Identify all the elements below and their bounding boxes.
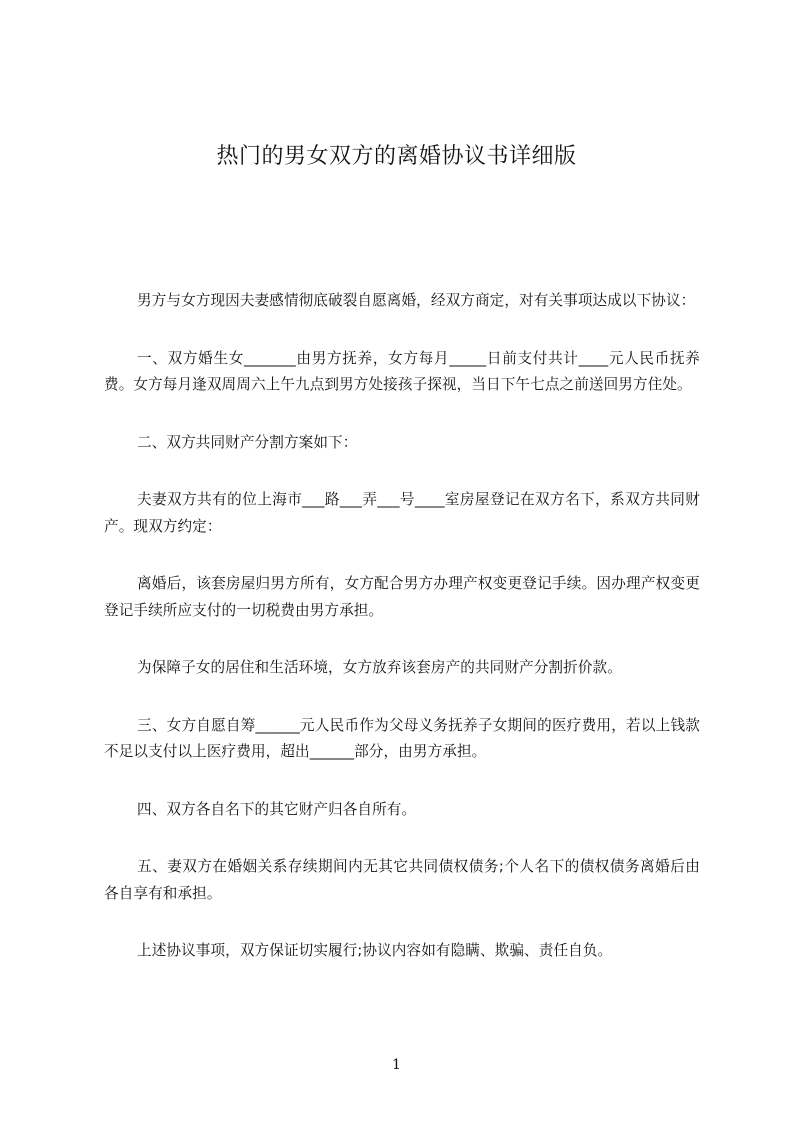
house-ownership-paragraph: 夫妻双方共有的位上海市___路___弄___号____室房屋登记在双方名下，系双方共同财产。现双方约定：	[104, 491, 700, 535]
document-title: 热门的男女双方的离婚协议书详细版	[216, 144, 577, 169]
house-transfer-paragraph: 离婚后，该套房屋归男方所有，女方配合男方办理产权变更登记手续。因办理产权变更登记手续所应支付的一切税费由男方承担。	[104, 575, 700, 619]
page-number: 1	[392, 1057, 401, 1073]
child-custody-paragraph: 一、双方婚生女_______由男方抚养，女方每月_____日前支付共计____元人民币抚养费。女方每月逢双周周六上午九点到男方处接孩子探视，当日下午七点之前送回男方住处。	[104, 349, 700, 393]
document-body	[104, 288, 700, 996]
property-division-heading: 二、双方共同财产分割方案如下：	[137, 433, 358, 451]
closing-paragraph: 上述协议事项，双方保证切实履行;协议内容如有隐瞒、欺骗、责任自负。	[137, 942, 613, 959]
medical-expenses-paragraph: 三、女方自愿自筹______元人民币作为父母义务抚养子女期间的医疗费用，若以上钱款不足以支付以上医疗费用，超出______部分，由男方承担。	[104, 716, 700, 760]
separate-property-paragraph: 四、双方各自名下的其它财产归各自所有。	[137, 800, 417, 818]
debts-paragraph: 五、妻双方在婚姻关系存续期间内无其它共同债权债务;个人名下的债权债务离婚后由各自享有和承担。	[104, 858, 700, 902]
property-waiver-paragraph: 为保障子女的居住和生活环境，女方放弃该套房产的共同财产分割折价款。	[137, 659, 622, 676]
intro-paragraph: 男方与女方现因夫妻感情彻底破裂自愿离婚，经双方商定，对有关事项达成以下协议：	[137, 292, 696, 309]
